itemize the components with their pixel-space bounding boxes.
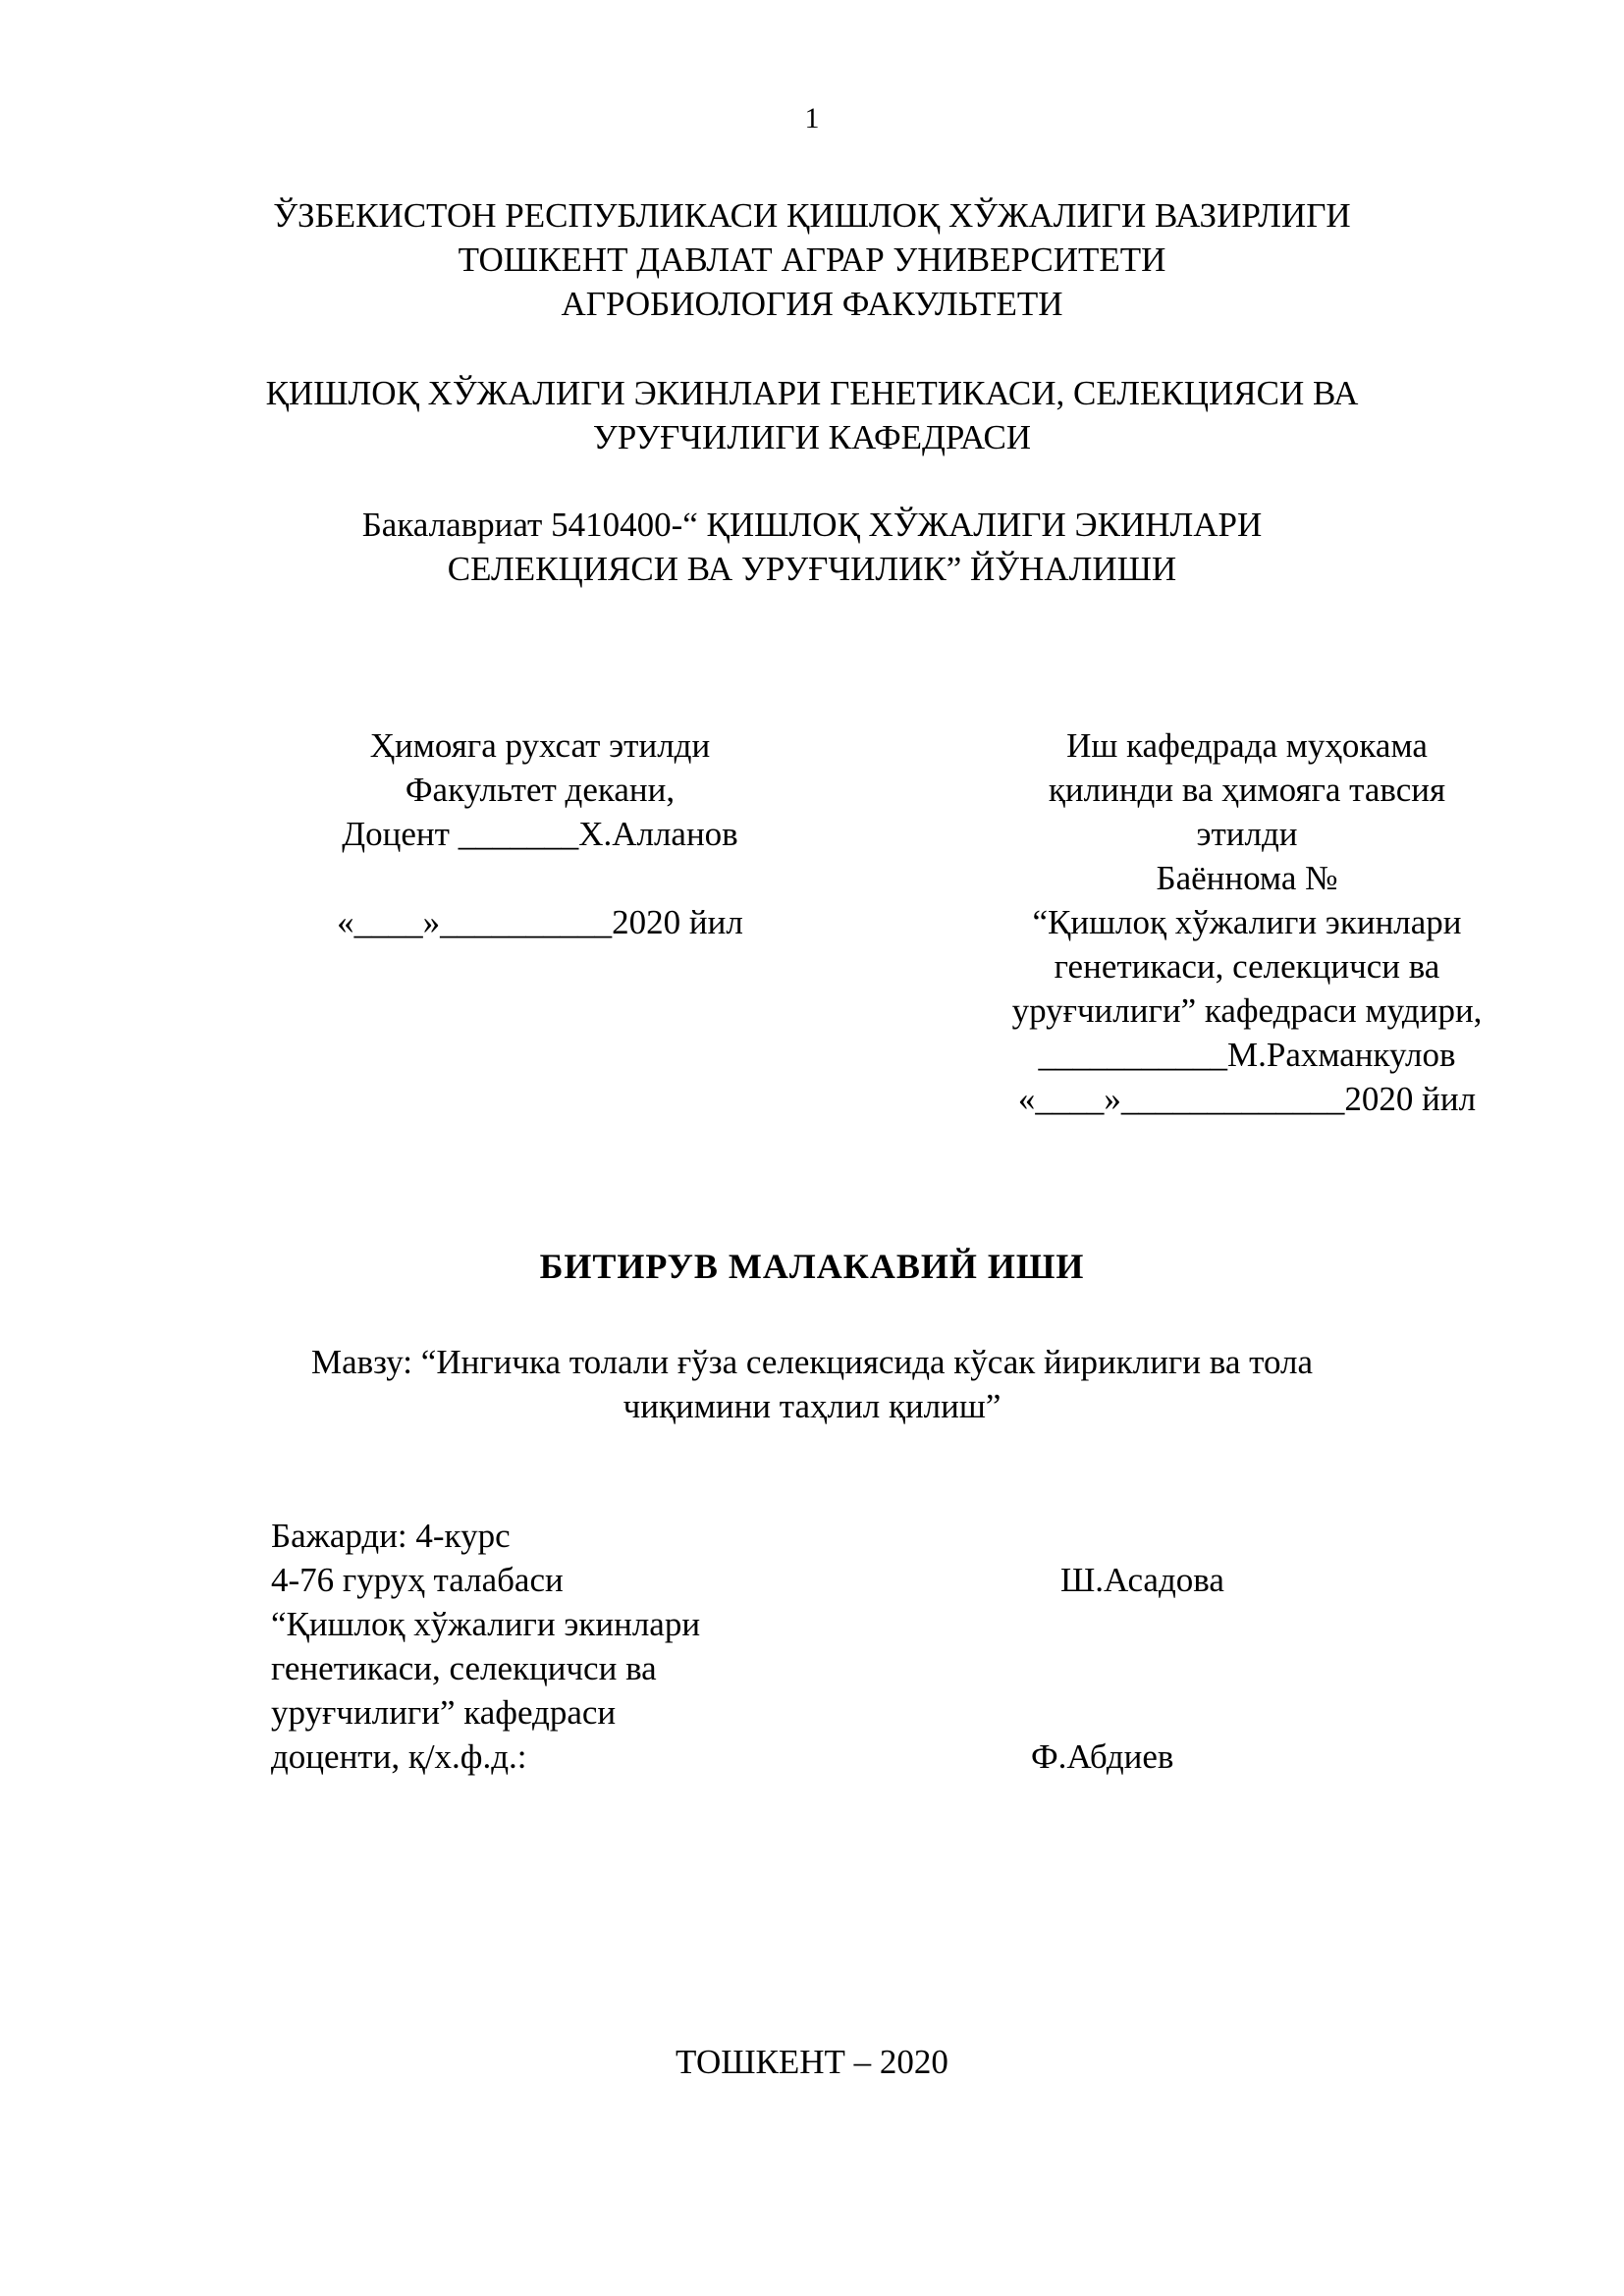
approval-line: Ҳимояга рухсат этилди: [369, 726, 711, 765]
signature-blank: _______: [458, 815, 579, 853]
ministry-header: [0, 193, 1624, 326]
topic-line: Мавзу: “Ингичка толали ғўза селекциясида кўсак йириклиги ва тола: [311, 1343, 1313, 1381]
program-line: Бакалавриат 5410400-“ ҚИШЛОҚ ХЎЖАЛИГИ ЭКИНЛАРИ: [361, 506, 1263, 544]
approval-line: уруғчилиги” кафедраси мудири,: [1011, 991, 1483, 1030]
docent-label: Доцент: [342, 815, 459, 853]
approval-date-line: «____»__________2020 йил: [337, 903, 743, 941]
approval-line: қилинди ва ҳимояга тавсия: [1048, 771, 1446, 809]
ministry-line: ЎЗБЕКИСТОН РЕСПУБЛИКАСИ ҚИШЛОҚ ХЎЖАЛИГИ ВАЗИРЛИГИ: [273, 196, 1351, 235]
department-approval-block: [943, 723, 1551, 1121]
approval-line: генетикаси, селекцичси ва: [1054, 947, 1440, 986]
supervisor-line: уруғчилиги” кафедраси: [271, 1693, 617, 1732]
author-line: Бажарди: 4-курс: [271, 1517, 511, 1555]
protocol-line: Баённома №: [1156, 859, 1338, 897]
program-header: [0, 503, 1624, 591]
department-line: ҚИШЛОҚ ХЎЖАЛИГИ ЭКИНЛАРИ ГЕНЕТИКАСИ, СЕЛЕКЦИЯСИ ВА: [265, 374, 1359, 412]
supervisor-line: “Қишлоқ хўжалиги экинлари: [271, 1605, 701, 1643]
approval-date-line: «____»_____________2020 йил: [1017, 1080, 1477, 1118]
program-line: СЕЛЕКЦИЯСИ ВА УРУҒЧИЛИК” ЙЎНАЛИШИ: [447, 550, 1177, 588]
dean-name: Х.Алланов: [578, 815, 738, 853]
department-header: [0, 371, 1624, 459]
student-name: Ш.Асадова: [1060, 1561, 1224, 1599]
topic-line: чиқимини таҳлил қилиш”: [623, 1387, 1001, 1425]
dean-signature-line: [245, 812, 835, 856]
supervisor-line: генетикаси, селекцичси ва: [271, 1649, 657, 1687]
faculty-line: АГРОБИОЛОГИЯ ФАКУЛЬТЕТИ: [561, 285, 1063, 323]
approval-line: Иш кафедрада муҳокама: [1066, 726, 1428, 765]
university-line: ТОШКЕНТ ДАВЛАТ АГРАР УНИВЕРСИТЕТИ: [458, 240, 1166, 279]
head-signature-line: ___________М.Рахманкулов: [1038, 1036, 1456, 1074]
approval-line: “Қишлоқ хўжалиги экинлари: [1032, 903, 1462, 941]
author-block: [271, 1514, 782, 1779]
supervisor-name: Ф.Абдиев: [1031, 1737, 1174, 1776]
dean-approval-block: [245, 723, 835, 944]
supervisor-line: доценти, қ/х.ф.д.:: [271, 1737, 527, 1776]
approval-line: этилди: [1196, 815, 1298, 853]
work-title: БИТИРУВ МАЛАКАВИЙ ИШИ: [539, 1247, 1085, 1286]
city-year: ТОШКЕНТ – 2020: [676, 2043, 948, 2081]
approval-line: Факультет декани,: [405, 771, 676, 809]
author-line: 4-76 гуруҳ талабаси: [271, 1561, 564, 1599]
department-line: УРУҒЧИЛИГИ КАФЕДРАСИ: [592, 418, 1032, 456]
topic: [0, 1340, 1624, 1428]
page-number: 1: [804, 102, 820, 134]
